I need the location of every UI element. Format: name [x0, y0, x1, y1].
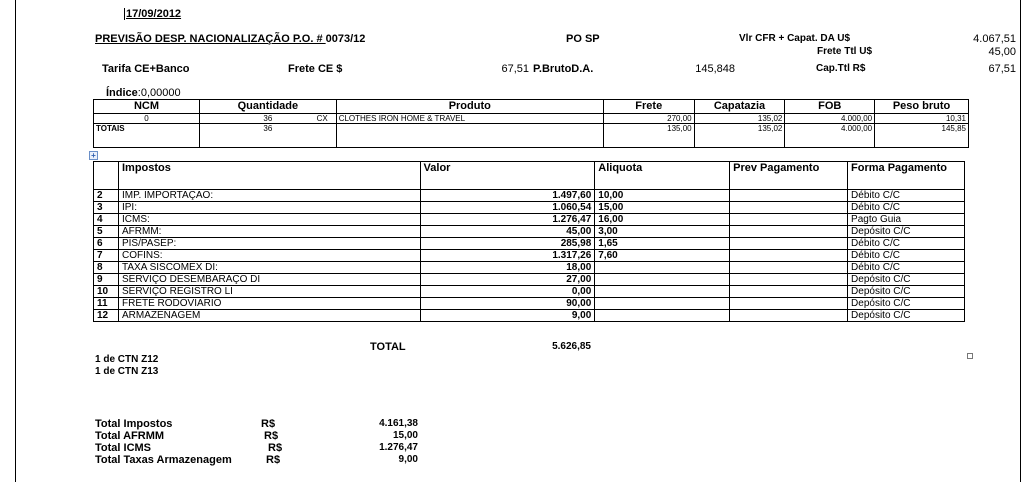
forma-pagamento-cell: Débito C/C: [848, 190, 965, 202]
summary-label: Total ICMS: [95, 442, 152, 454]
ncm-col-header: NCM: [94, 100, 200, 114]
prev-pagamento-cell: [730, 274, 848, 286]
peso-cell: 10,31: [875, 114, 969, 124]
aliquota-cell: [595, 310, 730, 322]
tax-table: [93, 161, 965, 322]
left-page-border: [15, 0, 16, 482]
tax-row: [94, 286, 965, 298]
summary-label: Total AFRMM: [95, 430, 165, 442]
totais-peso: 145,85: [875, 124, 969, 148]
tax-row: [94, 202, 965, 214]
peso-col-header: Peso bruto: [875, 100, 969, 114]
forma-pagamento-cell: Débito C/C: [848, 202, 965, 214]
ctn-line-2: 1 de CTN Z13: [95, 366, 159, 377]
vlr-cfr-label: Vlr CFR + Capat. DA U$: [739, 33, 851, 44]
prev-pagamento-cell: [730, 262, 848, 274]
valor-cell: 1.317,26: [420, 250, 595, 262]
totais-quantidade: 36: [200, 124, 337, 148]
imposto-cell: SERVIÇO DESEMBARAÇO DI: [118, 274, 420, 286]
valor-cell: 285,98: [420, 238, 595, 250]
pbruto-value: 145,848: [695, 63, 735, 75]
quantidade-value: 36: [263, 114, 273, 123]
forma-pagamento-cell: Débito C/C: [848, 262, 965, 274]
po-number: 0073/12: [325, 33, 366, 45]
tax-row: [94, 238, 965, 250]
totais-fob: 4.000,00: [785, 124, 875, 148]
summary-currency: R$: [261, 418, 276, 430]
quantidade-cell: [200, 114, 337, 124]
impostos-col-header: Impostos: [118, 162, 420, 190]
po-sp-label: PO SP: [566, 33, 600, 45]
page-marker-icon: [967, 353, 973, 359]
forma-pagamento-cell: Pagto Guia: [848, 214, 965, 226]
tax-row: [94, 274, 965, 286]
capatazia-cell: 135,02: [694, 114, 785, 124]
imposto-cell: AFRMM:: [118, 226, 420, 238]
ctn-line-1: 1 de CTN Z12: [95, 354, 159, 365]
forma-pagamento-cell: Depósito C/C: [848, 274, 965, 286]
forma-pagamento-cell: Débito C/C: [848, 250, 965, 262]
tax-total-value: 5.626,85: [552, 341, 591, 352]
valor-cell: 9,00: [420, 310, 595, 322]
frete-col-header: Frete: [603, 100, 694, 114]
aliquota-cell: 3,00: [595, 226, 730, 238]
produto-col-header: Produto: [336, 100, 603, 114]
summary-currency: R$: [266, 454, 281, 466]
right-page-border: [1020, 0, 1021, 482]
ncm-cell: 0: [94, 114, 200, 124]
row-number: 12: [94, 310, 119, 322]
capatazia-col-header: Capatazia: [694, 100, 785, 114]
imposto-cell: ICMS:: [118, 214, 420, 226]
aliquota-cell: 15,00: [595, 202, 730, 214]
ncm-header-row: [94, 100, 969, 114]
document-title: [95, 33, 365, 45]
indice-value: :0,00000: [137, 87, 181, 99]
summary-value: 15,00: [392, 430, 418, 441]
prev-pagamento-cell: [730, 286, 848, 298]
valor-cell: 27,00: [420, 274, 595, 286]
row-number: 10: [94, 286, 119, 298]
frete-ttl-label: Frete Ttl U$: [817, 46, 873, 57]
tax-body: [94, 190, 965, 322]
prev-pagamento-cell: [730, 298, 848, 310]
imposto-cell: ARMAZENAGEM: [118, 310, 420, 322]
produto-cell: CLOTHES IRON HOME & TRAVEL: [336, 114, 603, 124]
valor-cell: 18,00: [420, 262, 595, 274]
imposto-cell: IMP. IMPORTAÇAO:: [118, 190, 420, 202]
aliquota-cell: [595, 262, 730, 274]
frete-ce-label: Frete CE $: [288, 63, 343, 75]
prev-pagamento-cell: [730, 190, 848, 202]
summary-value: 4.161,38: [379, 418, 418, 429]
frete-ce-value: 67,51: [501, 63, 529, 75]
tax-row: [94, 262, 965, 274]
valor-cell: 1.497,60: [420, 190, 595, 202]
summary-label: Total Impostos: [95, 418, 173, 430]
title-prefix: PREVISÃO DESP. NACIONALIZAÇÃO P.O. #: [95, 33, 326, 45]
unidade-value: CX: [316, 114, 328, 123]
summary-currency: R$: [268, 442, 283, 454]
valor-cell: 90,00: [420, 298, 595, 310]
row-number-col-header: [94, 162, 119, 190]
tax-header-row: [94, 162, 965, 190]
summary-label: Total Taxas Armazenagem: [95, 454, 232, 466]
tax-row: [94, 214, 965, 226]
vlr-cfr-value: 4.067,51: [973, 33, 1016, 45]
prev-pagamento-cell: [730, 310, 848, 322]
table-move-handle-icon[interactable]: +: [89, 151, 98, 160]
row-number: 4: [94, 214, 119, 226]
row-number: 6: [94, 238, 119, 250]
row-number: 8: [94, 262, 119, 274]
cap-ttl-label: Cap.Ttl R$: [816, 63, 866, 74]
indice-label: Índice: [106, 87, 138, 99]
totais-capatazia: 135,02: [694, 124, 785, 148]
valor-cell: 0,00: [420, 286, 595, 298]
row-number: 2: [94, 190, 119, 202]
summary-currency: R$: [264, 430, 279, 442]
row-number: 5: [94, 226, 119, 238]
aliquota-cell: [595, 298, 730, 310]
totais-frete: 135,00: [603, 124, 694, 148]
fob-col-header: FOB: [785, 100, 875, 114]
totais-label: TOTAIS: [94, 124, 200, 148]
ncm-totals-row: [94, 124, 969, 148]
prev-pagamento-cell: [730, 250, 848, 262]
totais-produto: [336, 124, 603, 148]
ncm-table: [93, 99, 969, 148]
forma-pagamento-cell: Depósito C/C: [848, 310, 965, 322]
quantidade-col-header: Quantidade: [200, 100, 337, 114]
tax-row: [94, 250, 965, 262]
pbruto-label: P.BrutoD.A.: [533, 63, 594, 75]
imposto-cell: COFINS:: [118, 250, 420, 262]
valor-col-header: Valor: [420, 162, 595, 190]
imposto-cell: PIS/PASEP:: [118, 238, 420, 250]
imposto-cell: SERVIÇO REGISTRO LI: [118, 286, 420, 298]
prev-pagamento-cell: [730, 238, 848, 250]
tarifa-label: Tarifa CE+Banco: [102, 63, 190, 75]
prev-pagamento-cell: [730, 226, 848, 238]
frete-cell: 270,00: [603, 114, 694, 124]
summary-value: 1.276,47: [379, 442, 418, 453]
document-date: 17/09/2012: [126, 8, 182, 20]
aliquota-cell: [595, 286, 730, 298]
aliquota-cell: 16,00: [595, 214, 730, 226]
prev-pagamento-cell: [730, 202, 848, 214]
aliquota-cell: 10,00: [595, 190, 730, 202]
tax-row: [94, 226, 965, 238]
ncm-data-row: [94, 114, 969, 124]
frete-ttl-value: 45,00: [988, 46, 1016, 58]
cap-ttl-value: 67,51: [988, 63, 1016, 75]
aliquota-cell: [595, 274, 730, 286]
forma-pagamento-cell: Depósito C/C: [848, 286, 965, 298]
tax-total-label: TOTAL: [370, 341, 406, 353]
row-number: 11: [94, 298, 119, 310]
prev-pagamento-col-header: Prev Pagamento: [730, 162, 848, 190]
row-number: 7: [94, 250, 119, 262]
aliquota-cell: 7,60: [595, 250, 730, 262]
row-number: 3: [94, 202, 119, 214]
summary-value: 9,00: [398, 454, 418, 465]
forma-pagamento-cell: Depósito C/C: [848, 298, 965, 310]
tax-row: [94, 310, 965, 322]
indice: [106, 87, 181, 99]
imposto-cell: TAXA SISCOMEX DI:: [118, 262, 420, 274]
aliquota-cell: 1,65: [595, 238, 730, 250]
imposto-cell: FRETE RODOVIARIO: [118, 298, 420, 310]
tax-row: [94, 190, 965, 202]
valor-cell: 45,00: [420, 226, 595, 238]
forma-pagamento-cell: Débito C/C: [848, 238, 965, 250]
forma-pagamento-col-header: Forma Pagamento: [848, 162, 965, 190]
aliquota-col-header: Aliquota: [595, 162, 730, 190]
forma-pagamento-cell: Depósito C/C: [848, 226, 965, 238]
tax-row: [94, 298, 965, 310]
valor-cell: 1.060,54: [420, 202, 595, 214]
valor-cell: 1.276,47: [420, 214, 595, 226]
row-number: 9: [94, 274, 119, 286]
fob-cell: 4.000,00: [785, 114, 875, 124]
prev-pagamento-cell: [730, 214, 848, 226]
imposto-cell: IPI:: [118, 202, 420, 214]
